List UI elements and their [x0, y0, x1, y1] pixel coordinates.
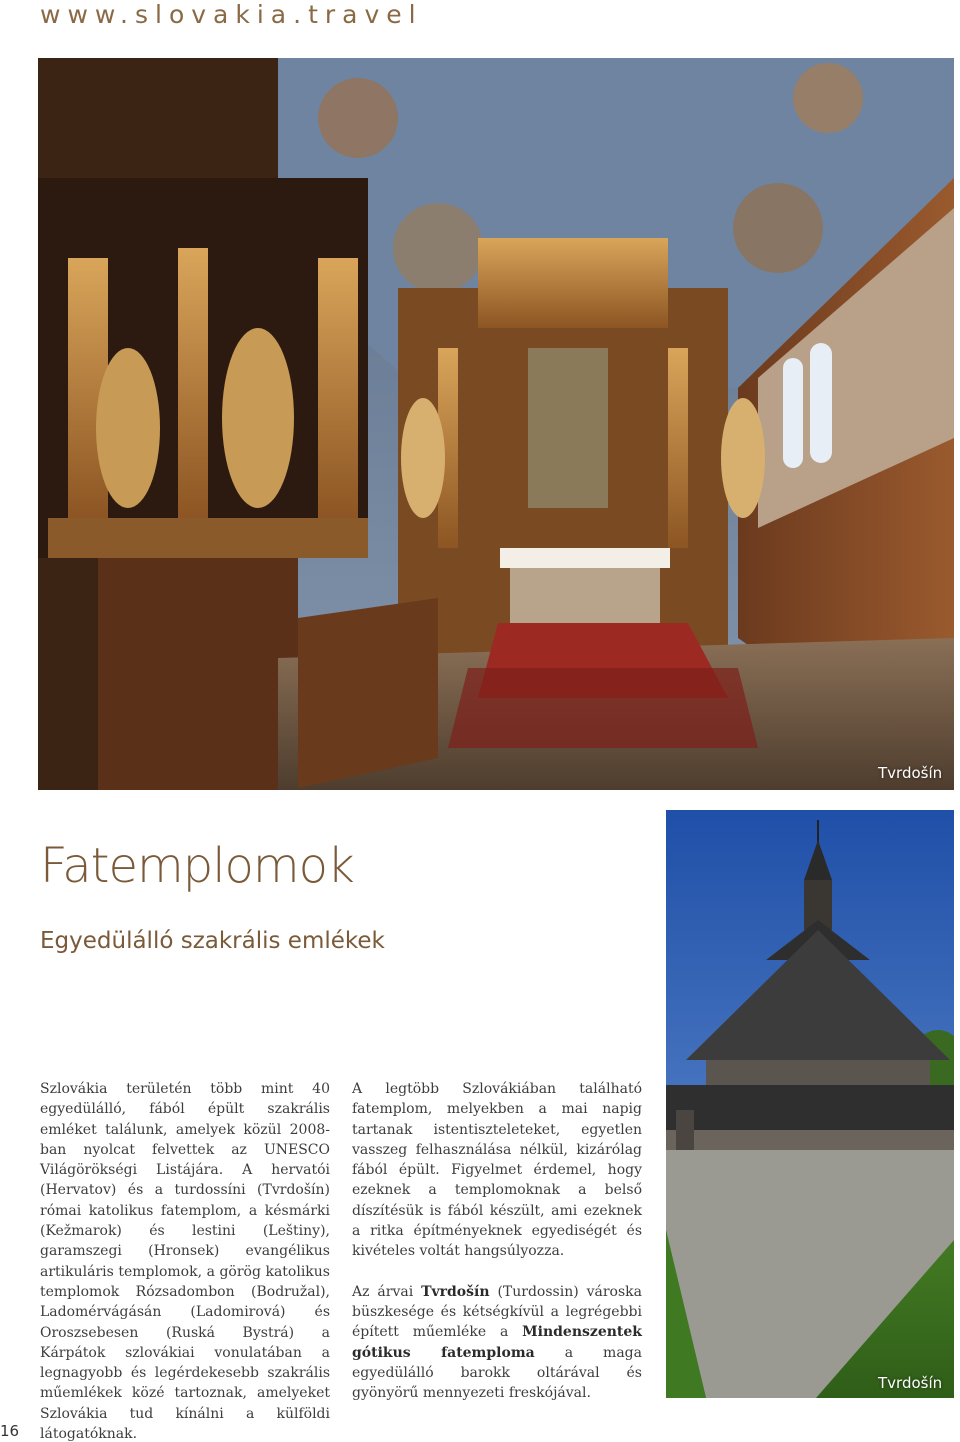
article-right-column [352, 1079, 642, 1403]
church-interior-photo [38, 58, 954, 790]
site-url: www.slovakia.travel [40, 0, 423, 29]
church-photo-caption: Tvrdošín [878, 1374, 943, 1392]
tvrdosin-paragraph [352, 1282, 642, 1404]
interior-photo-caption: Tvrdošín [878, 764, 943, 782]
page-number: 16 [0, 1422, 20, 1440]
text-segment: Az árvai [352, 1283, 422, 1300]
wooden-church-photo [666, 810, 954, 1398]
article-subtitle: Egyedülálló szakrális emlékek [40, 928, 385, 954]
construction-paragraph: A legtöbb Szlovákiában található fatemplom, melyekben a mai napig tartanak istentiszteleteket, egyetlen vasszeg felhasználása nélkül, kizárólag fából épült. Figyelmet érdemel, hogy ezeknek a templomoknak a belső díszítésük is fából készült, ami ezeknek a ritka építményeknek egyediségét és kivételes voltát hangsúlyozza. [352, 1081, 642, 1260]
article-left-column [40, 1079, 330, 1442]
church-name: Mindenszentek gótikus fatemploma [352, 1324, 642, 1361]
intro-paragraph: Szlovákia területén több mint 40 egyedülálló, fából épült szakrális emléket találunk, amelyek közül 2008-ban nyolcat felvettek az UNESCO Világörökségi Listájára. A hervatói (Hervatov) és a turdossíni (Tvrdošín) római katolikus fatemplom, a késmárki (Kežmarok) és lestini (Leštiny), garamszegi (Hronsek) evangélikus artikuláris templomok, a görög katolikus templomok Rózsadombon (Bodružal), Ladomérvágásán (Ladomirová) és Oroszsebesen (Ruská Bystrá) a Kárpátok szlovákiai vonulatában a legnagyobb és legérdekesebb szakrális műemlékek közé tartoznak, amelyeket Szlovákia tud kínálni a külföldi látogatóknak. [40, 1081, 330, 1442]
article-title: Fatemplomok [40, 838, 354, 894]
text-segment: (Turdossin) városka büszkesége és kétségkívül a legrégebbi épített műemléke a [352, 1283, 642, 1341]
town-name: Tvrdošín [421, 1283, 490, 1300]
text-segment: a maga egyedülálló barokk oltárával és gyönyörű mennyezeti freskójával. [352, 1344, 642, 1402]
